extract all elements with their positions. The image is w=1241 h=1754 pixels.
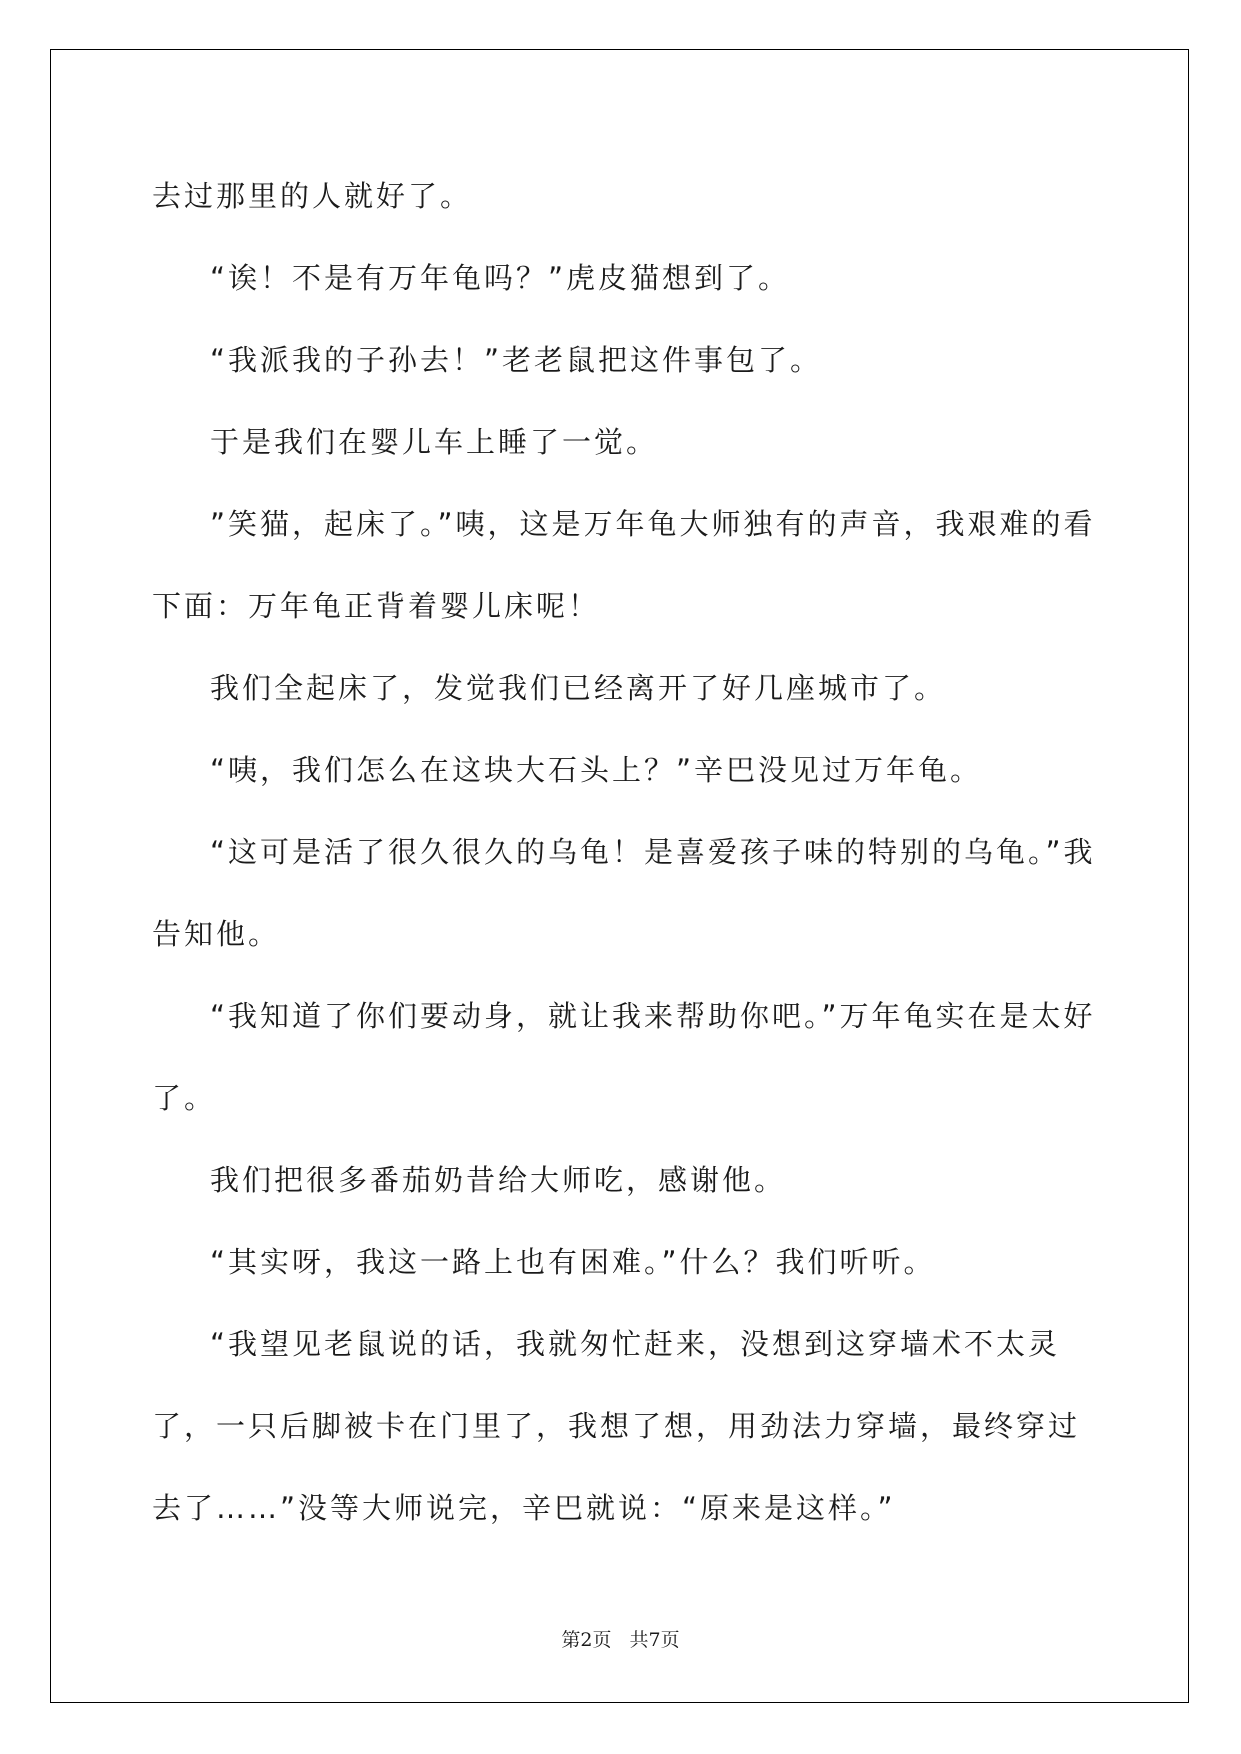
page-footer (0, 1625, 1241, 1652)
page-number: 第2页 (561, 1629, 612, 1651)
paragraph: “我望见老鼠说的话，我就匆忙赶来，没想到这穿墙术不太灵了，一只后脚被卡在门里了，我想了想，用劲法力穿墙，最终穿过去了……”没等大师说完，辛巴就说：“原来是这样。” (152, 1327, 1081, 1525)
paragraph: 去过那里的人就好了。 (152, 179, 473, 213)
paragraph: 于是我们在婴儿车上睡了一觉。 (210, 425, 659, 459)
paragraph: 我们把很多番茄奶昔给大师吃，感谢他。 (210, 1163, 787, 1197)
paragraph: 我们全起床了，发觉我们已经离开了好几座城市了。 (210, 671, 947, 705)
paragraph: ”笑猫，起床了。”咦，这是万年龟大师独有的声音，我艰难的看下面：万年龟正背着婴儿床呢！ (152, 507, 1096, 623)
document-body (152, 155, 1097, 1549)
paragraph: “这可是活了很久很久的乌龟！是喜爱孩子味的特别的乌龟。”我告知他。 (152, 835, 1096, 951)
paragraph: “咦，我们怎么在这块大石头上？”辛巴没见过万年龟。 (210, 753, 983, 787)
paragraph: “我派我的子孙去！”老老鼠把这件事包了。 (210, 343, 823, 377)
paragraph: “诶！不是有万年龟吗？”虎皮猫想到了。 (210, 261, 791, 295)
paragraph: “其实呀，我这一路上也有困难。”什么？我们听听。 (210, 1245, 936, 1279)
paragraph: “我知道了你们要动身，就让我来帮助你吧。”万年龟实在是太好了。 (152, 999, 1096, 1115)
page-total: 共7页 (629, 1629, 680, 1651)
